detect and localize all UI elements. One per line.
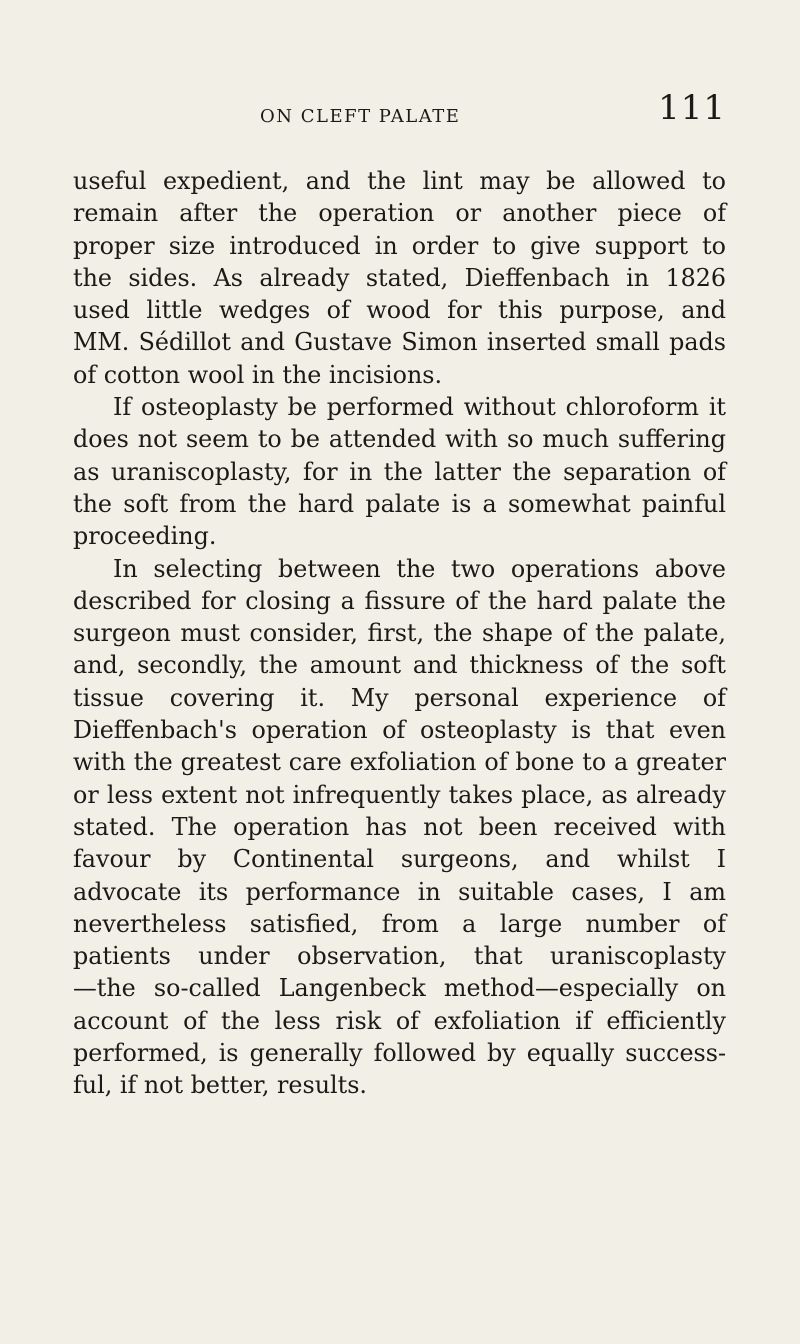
text-line: If osteoplasty be performed without chloroform it: [113, 393, 726, 422]
body-text: [73, 165, 726, 1102]
text-line: tissue covering it. My personal experience of: [73, 683, 726, 712]
text-line: MM. Sédillot and Gustave Simon inserted small pads: [73, 328, 726, 357]
text-line: used little wedges of wood for this purpose, and: [73, 296, 726, 325]
page-number: 111: [658, 88, 726, 128]
text-line: described for closing a fissure of the hard palate the: [73, 586, 726, 615]
text-line: In selecting between the two operations above: [113, 554, 726, 583]
text-line: the soft from the hard palate is a somewhat painful: [73, 489, 726, 518]
paragraph: [73, 391, 726, 552]
running-title: ON CLEFT PALATE: [260, 106, 461, 127]
text-line: stated. The operation has not been received with: [73, 812, 726, 841]
text-line: patients under observation, that uraniscoplasty: [73, 942, 726, 971]
text-line: Dieffenbach's operation of osteoplasty is that even: [73, 716, 726, 745]
text-line: favour by Continental surgeons, and whilst I: [73, 845, 726, 874]
text-line: account of the less risk of exfoliation if efficiently: [73, 1006, 726, 1035]
text-line: and, secondly, the amount and thickness of the soft: [73, 651, 726, 680]
text-line: as uraniscoplasty, for in the latter the separation of: [73, 457, 726, 486]
text-line: or less extent not infrequently takes place, as already: [73, 780, 726, 809]
text-line: advocate its performance in suitable cases, I am: [73, 877, 726, 906]
text-line: surgeon must consider, first, the shape of the palate,: [73, 619, 726, 648]
text-line: proper size introduced in order to give support to: [73, 231, 726, 260]
text-line: remain after the operation or another piece of: [73, 199, 726, 228]
text-line: proceeding.: [73, 522, 217, 551]
text-line: nevertheless satisfied, from a large number of: [73, 909, 726, 938]
text-line: —the so-called Langenbeck method—especially on: [73, 974, 726, 1003]
text-line: with the greatest care exfoliation of bone to a greater: [73, 748, 726, 777]
text-line: performed, is generally followed by equally success-: [73, 1039, 726, 1068]
text-line: does not seem to be attended with so much suffering: [73, 425, 726, 454]
text-line: useful expedient, and the lint may be allowed to: [73, 167, 726, 195]
paragraph: [73, 165, 726, 391]
text-line: the sides. As already stated, Dieffenbach in 1826: [73, 263, 726, 292]
running-head: [70, 86, 726, 136]
text-line: of cotton wool in the incisions.: [73, 360, 443, 389]
text-line: ful, if not better, results.: [73, 1071, 367, 1100]
paragraph: [73, 553, 726, 1102]
